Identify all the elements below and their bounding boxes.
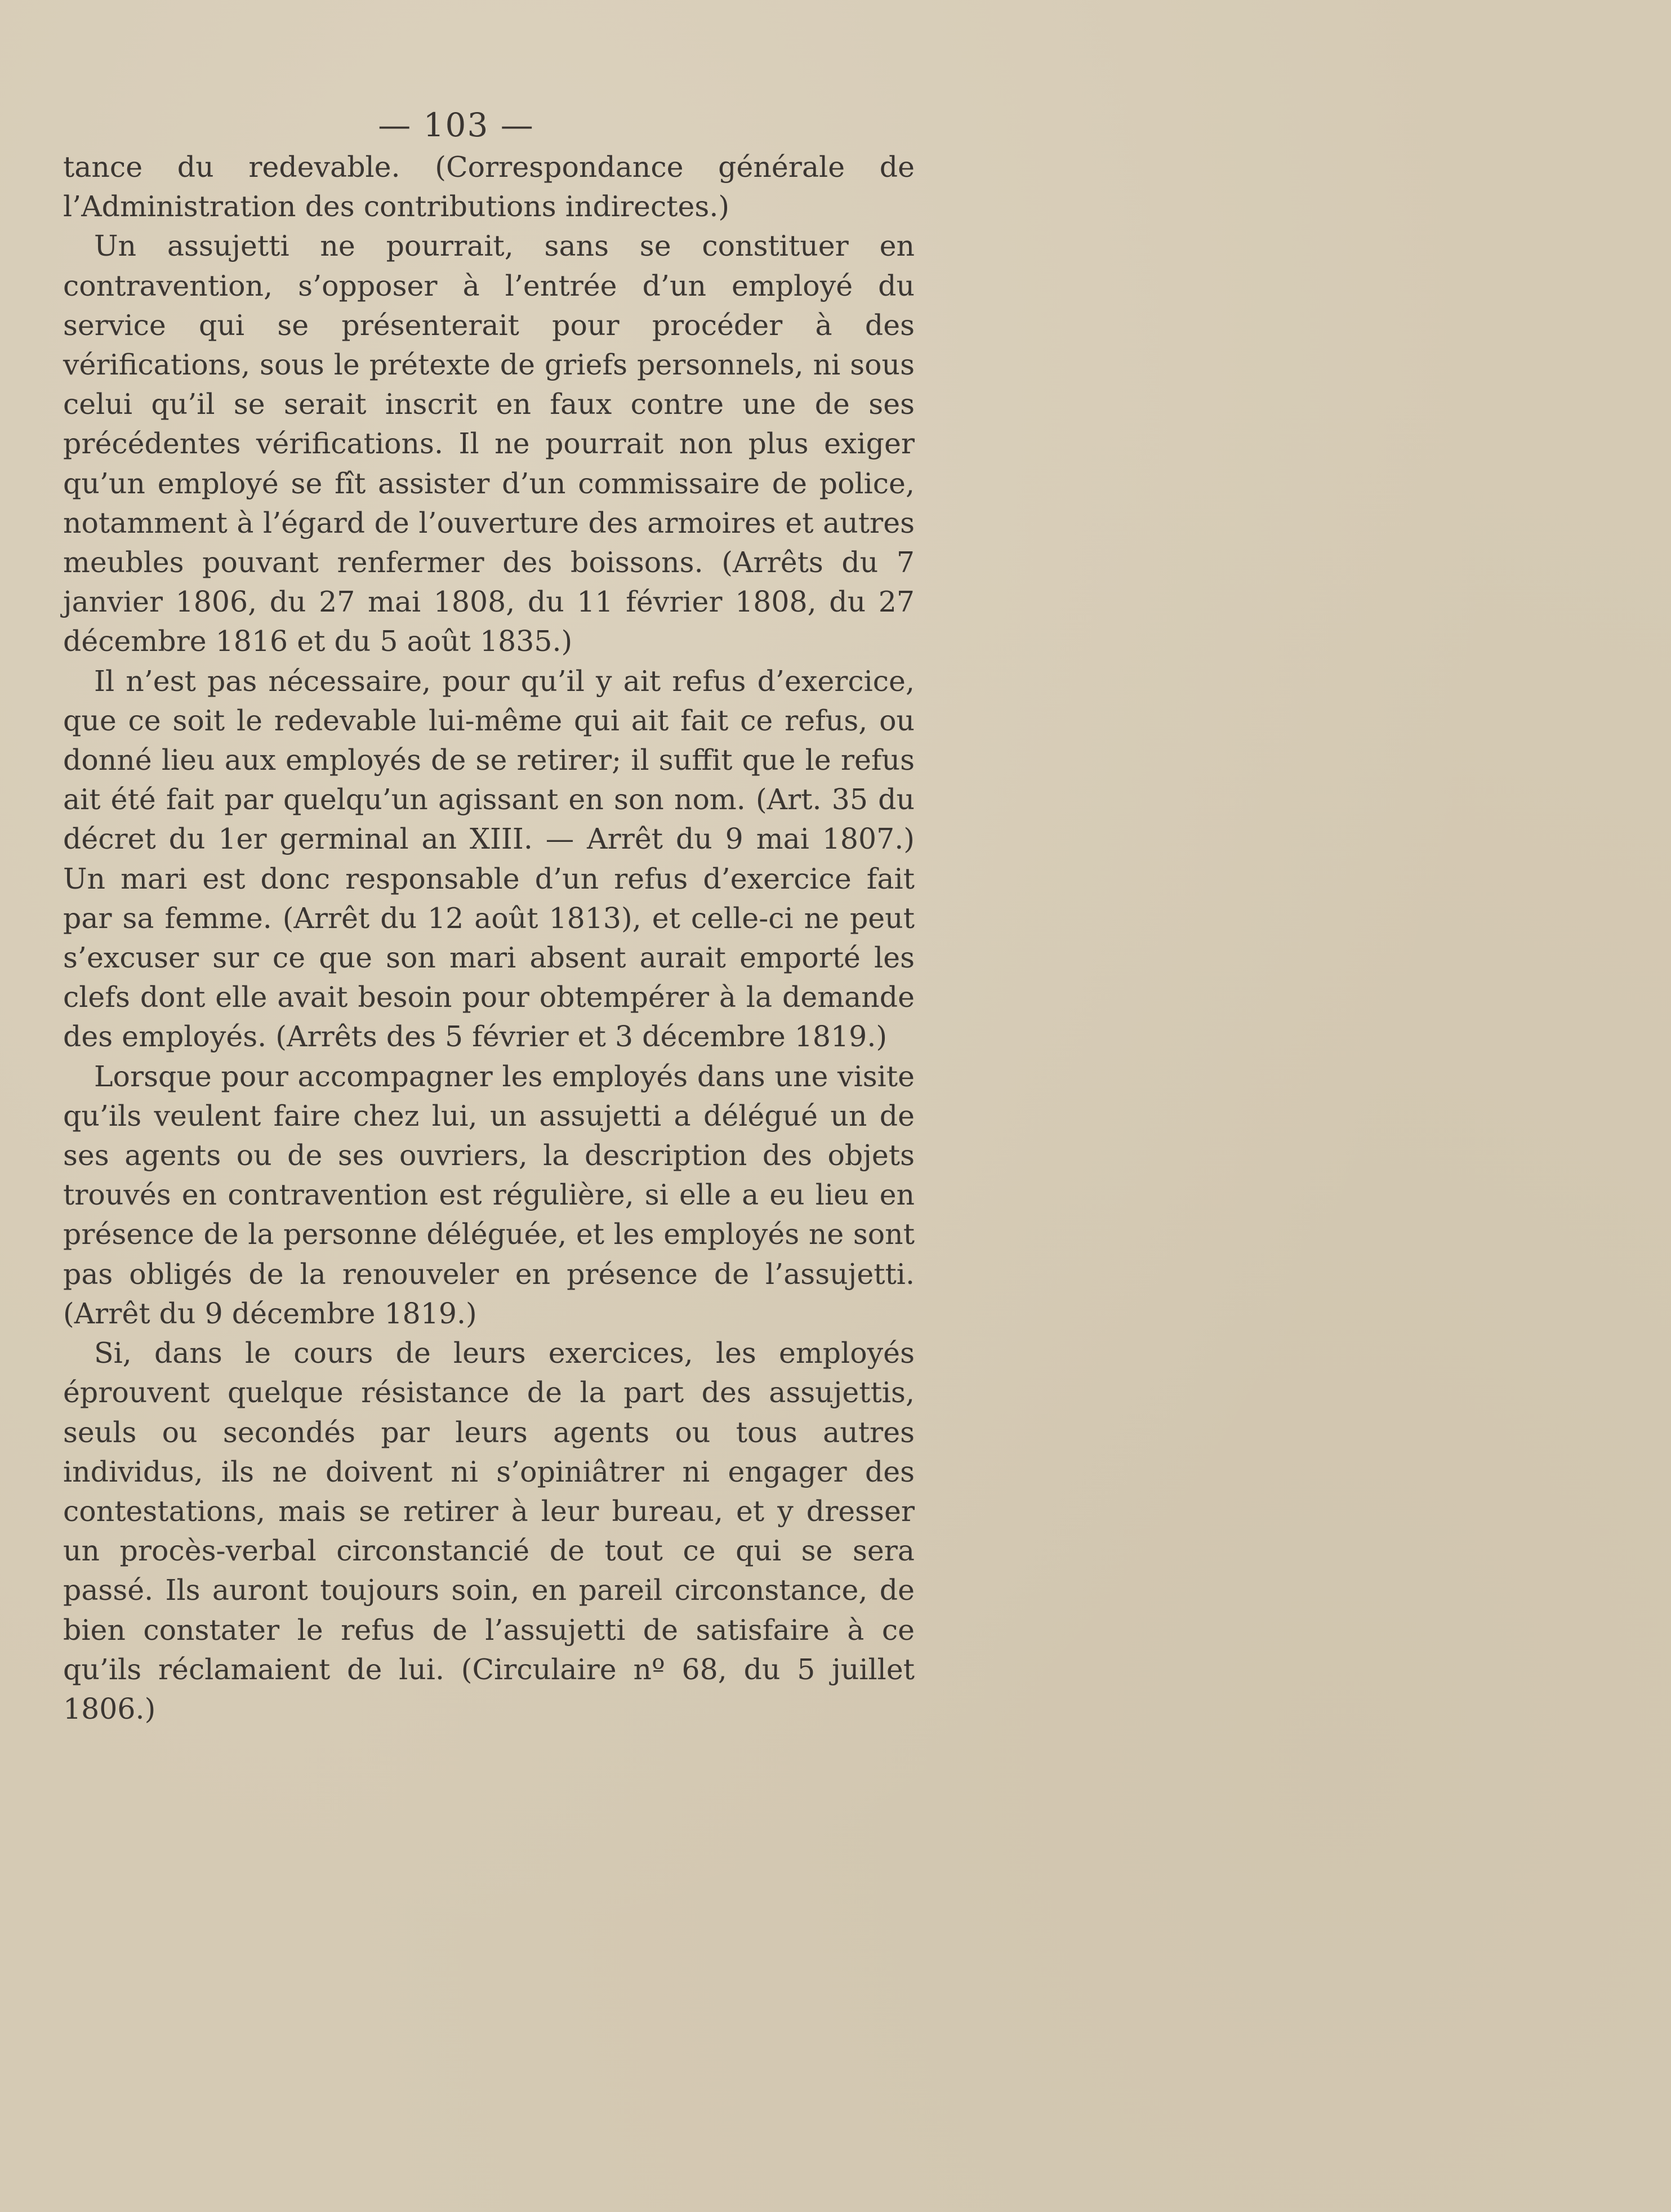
body-text: [63, 148, 915, 1729]
paragraph-continuation: tance du redevable. (Correspondance générale de l’Administration des contributions indirectes.): [63, 150, 915, 224]
paragraph-delegation: Lorsque pour accompagner les employés dans une visite qu’ils veulent faire chez lui, un assujetti a délégué un de ses agents ou de ses ouvriers, la description des objets trouvés en contravention est régulière, si elle a eu lieu en présence de la personne déléguée, et les employés ne sont pas obligés de la renouveler en présence de l’assujetti. (Arrêt du 9 décembre 1819.): [63, 1059, 915, 1330]
paragraph-refus-exercice: Il n’est pas nécessaire, pour qu’il y ait refus d’exercice, que ce soit le redevable lui-même qui ait fait ce refus, ou donné lieu aux employés de se retirer; il suffit que le refus ait été fait par quelqu’un agissant en son nom. (Art. 35 du décret du 1er germinal an XIII. — Arrêt du 9 mai 1807.) Un mari est donc responsable d’un refus d’exercice fait par sa femme. (Arrêt du 12 août 1813), et celle-ci ne peut s’excuser sur ce que son mari absent aurait emporté les clefs dont elle avait besoin pour obtempérer à la demande des employés. (Arrêts des 5 février et 3 décembre 1819.): [63, 664, 915, 1054]
paragraph-resistance: Si, dans le cours de leurs exercices, les employés éprouvent quelque résistance de la part des assujettis, seuls ou secondés par leurs agents ou tous autres individus, ils ne doivent ni s’opiniâtrer ni engager des contestations, mais se retirer à leur bureau, et y dresser un procès-verbal circonstancié de tout ce qui se sera passé. Ils auront toujours soin, en pareil circonstance, de bien constater le refus de l’assujetti de satisfaire à ce qu’ils réclamaient de lui. (Circulaire nº 68, du 5 juillet 1806.): [63, 1336, 915, 1725]
page-number: — 103 —: [378, 106, 534, 144]
paragraph-entry-refusal: Un assujetti ne pourrait, sans se constituer en contravention, s’opposer à l’entrée d’un employé du service qui se présenterait pour procéder à des vérifications, sous le prétexte de griefs personnels, ni sous celui qu’il se serait inscrit en faux contre une de ses précédentes vérifications. Il ne pourrait non plus exiger qu’un employé se fît assister d’un commissaire de police, notamment à l’égard de l’ouverture des armoires et autres meubles pouvant renfermer des boissons. (Arrêts du 7 janvier 1806, du 27 mai 1808, du 11 février 1808, du 27 décembre 1816 et du 5 août 1835.): [63, 229, 915, 658]
